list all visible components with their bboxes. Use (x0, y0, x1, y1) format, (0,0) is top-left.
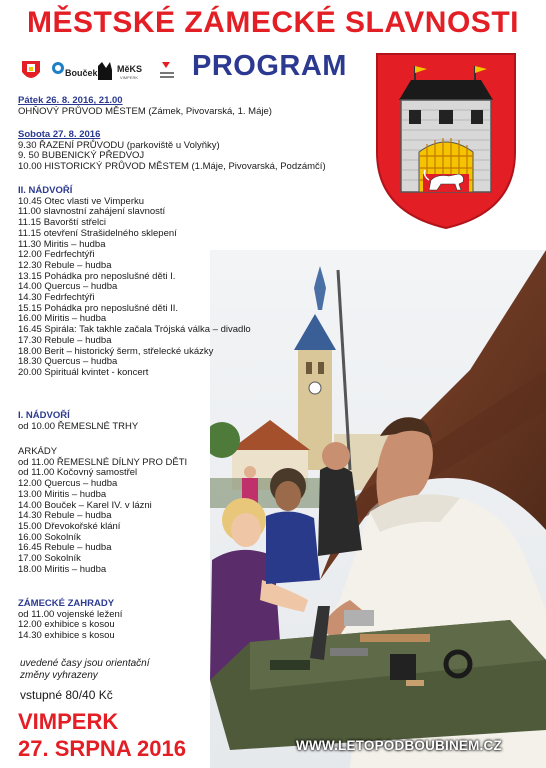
program-item: 16.00 Sokolník (18, 531, 81, 543)
program-item: 18.00 Miritis – hudba (18, 563, 107, 575)
program-item: 14.30 Fedrfechtýři (18, 292, 95, 304)
program-item: od 10.00 ŘEMESLNÉ TRHY (18, 420, 139, 432)
saturday-item: 9. 50 BUBENICKÝ PŘEDVOJ (18, 150, 145, 162)
program-item: 11.15 Bavorští střelci (18, 217, 107, 229)
program-item: 16.00 Miritis – hudba (18, 313, 107, 325)
friday-item: OHŇOVÝ PRŮVOD MĚSTEM (Zámek, Pivovarská, 1. Máje) (18, 105, 272, 117)
gardens-heading: ZÁMECKÉ ZAHRADY (18, 598, 115, 609)
program-item: 11.15 otevření Strašidelného sklepení (18, 227, 177, 239)
program-item: od 11.00 Kočovný samostřel (18, 467, 138, 479)
program-item: 10.45 Otec vlasti ve Vimperku (18, 195, 145, 207)
program-item: od 11.00 vojenské ležení (18, 608, 123, 620)
silhouette-logo-icon (98, 62, 112, 80)
website-link[interactable]: WWW.LETOPODBOUBINEM.CZ (296, 738, 502, 753)
program-item: 11.00 slavnostní zahájení slavností (18, 206, 166, 218)
disclaimer-note (20, 658, 150, 682)
sponsor-logos (20, 58, 186, 84)
national-park-logo-icon (160, 62, 174, 78)
program-item: 12.00 exhibice s kosou (18, 619, 115, 631)
program-item: 12.00 Quercus – hudba (18, 478, 118, 490)
program-item: 12.00 Fedrfechtýři (18, 249, 95, 261)
boucek-logo-icon (52, 62, 99, 78)
festival-photo-craftsman-and-children (210, 250, 546, 768)
svg-text:MěKS: MěKS (117, 64, 143, 74)
saturday-item: 10.00 HISTORICKÝ PRŮVOD MĚSTEM (1.Máje, Pivovarská, Podzámčí) (18, 161, 326, 173)
program-item: 15.00 Dřevokořské klání (18, 520, 121, 532)
arcades-block (18, 447, 187, 575)
vimperk-coat-of-arms-icon (375, 52, 517, 230)
note-line: uvedené časy jsou orientační (20, 658, 150, 669)
svg-text:Bouček: Bouček (65, 68, 98, 78)
friday-heading: Pátek 26. 8. 2016, 21.00 (18, 95, 123, 106)
program-item: od 11.00 ŘEMESLNÉ DÍLNY PRO DĚTI (18, 456, 188, 468)
footer-place: VIMPERK (18, 709, 119, 734)
festival-photo (210, 250, 546, 768)
saturday-block (18, 130, 326, 173)
saturday-item: 9.30 ŘAZENÍ PRŮVODU (parkoviště u Volyňky) (18, 139, 220, 151)
program-item: 12.30 Rebule – hudba (18, 259, 112, 271)
program-item: 13.00 Miritis – hudba (18, 488, 107, 500)
entry-fee: vstupné 80/40 Kč (20, 688, 113, 702)
program-item: 14.00 Bouček – Karel IV. v lázni (18, 499, 152, 511)
program-item: 16.45 Spirála: Tak takhle začala Trójská válka – divadlo (18, 324, 251, 336)
program-item: 16.45 Rebule – hudba (18, 542, 112, 554)
friday-block (18, 96, 272, 117)
program-item: 14.30 Rebule – hudba (18, 510, 112, 522)
program-item: 17.30 Rebule – hudba (18, 334, 112, 346)
program-item: 17.00 Sokolník (18, 553, 81, 565)
program-item: 11.30 Miritis – hudba (18, 238, 106, 250)
program-item: 13.15 Pohádka pro neposlušné děti I. (18, 270, 176, 282)
gardens-block (18, 599, 122, 642)
program-item: 15.15 Pohádka pro neposlušné děti II. (18, 302, 179, 314)
courtyard2-block (18, 186, 251, 379)
program-heading: PROGRAM (192, 50, 347, 82)
courtyard1-block (18, 411, 138, 432)
poster-title: MĚSTSKÉ ZÁMECKÉ SLAVNOSTI (27, 6, 519, 39)
courtyard1-heading: I. NÁDVOŘÍ (18, 410, 70, 421)
meks-logo-icon (117, 64, 142, 80)
note-line: změny vyhrazeny (20, 670, 98, 681)
arcades-heading: ARKÁDY (18, 446, 58, 457)
svg-text:VIMPERK: VIMPERK (120, 75, 139, 80)
vimperk-coat-icon (22, 61, 40, 78)
program-item: 14.30 exhibice s kosou (18, 630, 115, 642)
program-item: 18.00 Berit – historický šerm, střelecké ukázky (18, 345, 214, 357)
program-item: 18.30 Quercus – hudba (18, 356, 118, 368)
program-item: 14.00 Quercus – hudba (18, 281, 118, 293)
courtyard2-heading: II. NÁDVOŘÍ (18, 185, 73, 196)
saturday-heading: Sobota 27. 8. 2016 (18, 129, 101, 140)
program-item: 20.00 Spirituál kvintet - koncert (18, 366, 149, 378)
footer-date: 27. SRPNA 2016 (18, 736, 186, 761)
